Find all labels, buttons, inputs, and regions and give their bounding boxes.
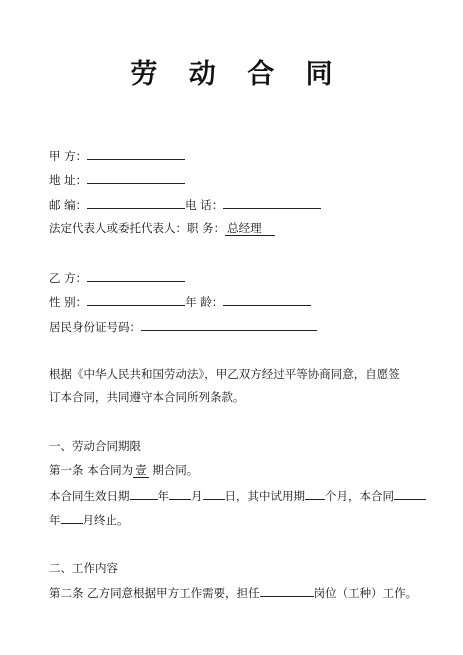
probation-months-blank[interactable]: [305, 486, 325, 500]
article1-term-value[interactable]: 壹: [135, 463, 147, 477]
end-month-blank[interactable]: [61, 510, 83, 524]
party-b-id-blank[interactable]: [141, 317, 317, 331]
party-a-address-label: 地 址：: [49, 173, 88, 187]
party-b-gender-blank[interactable]: [87, 292, 185, 306]
start-year-blank[interactable]: [130, 486, 158, 500]
party-a-postcode-label: 邮 编：: [49, 198, 88, 212]
article1-prefix: 第一条 本合同为: [49, 463, 134, 477]
end-date-row: [49, 510, 129, 529]
party-b-id-label: 居民身份证号码：: [49, 320, 141, 334]
section2-heading: 二、工作内容: [49, 561, 118, 575]
party-a-name-label: 甲 方：: [49, 149, 88, 163]
article1-row: [49, 461, 198, 479]
end-year-blank[interactable]: [394, 486, 426, 500]
party-b-gender-label: 性 别：: [49, 295, 88, 309]
party-a-phone-blank[interactable]: [223, 195, 321, 209]
party-a-name-blank[interactable]: [87, 146, 185, 160]
party-b-age-label: 年 龄：: [185, 295, 224, 309]
party-a-rep-label: 法定代表人或委托代表人：职 务：: [49, 221, 226, 235]
party-b-name-label: 乙 方：: [49, 271, 88, 285]
party-b-gender-row: [49, 292, 311, 311]
party-a-name-row: [49, 146, 185, 165]
party-a-address-row: [49, 170, 185, 189]
party-b-name-blank[interactable]: [87, 268, 185, 282]
party-a-postcode-row: [49, 195, 321, 214]
article1-suffix: 期合同。: [148, 463, 199, 477]
article2-row: [49, 583, 417, 602]
year-label-1: 年: [157, 489, 169, 503]
party-b-age-blank[interactable]: [223, 292, 311, 306]
intro-paragraph: 根据《中华人民共和国劳动法》，甲乙双方经过平等协商同意，自愿签订本合同，共同遵守本合同所列条款。: [49, 367, 400, 404]
probation-text: 日，其中试用期: [224, 489, 305, 503]
party-a-position-value[interactable]: 总经理: [225, 221, 274, 236]
year-label-2: 年: [49, 513, 61, 527]
article2-suffix: 岗位（工种）工作。: [313, 586, 418, 600]
month-span-text: 个月，本合同: [325, 489, 394, 503]
end-suffix: 月终止。: [82, 513, 129, 527]
start-month-blank[interactable]: [169, 486, 191, 500]
effective-date-row: [49, 486, 426, 505]
article2-prefix: 第二条 乙方同意根据甲方工作需要，担任: [49, 586, 260, 600]
party-a-postcode-blank[interactable]: [87, 195, 185, 209]
party-a-rep-row: [49, 219, 275, 237]
party-a-phone-label: 电 话：: [185, 198, 224, 212]
party-b-id-row: [49, 317, 317, 336]
section1-heading: 一、劳动合同期限: [49, 439, 141, 453]
effective-prefix: 本合同生效日期: [49, 489, 130, 503]
party-a-address-blank[interactable]: [87, 170, 185, 184]
document-title: 劳 动 合 同: [130, 59, 344, 90]
month-label-1: 月: [191, 489, 203, 503]
party-b-name-row: [49, 268, 185, 287]
start-day-blank[interactable]: [203, 486, 225, 500]
job-position-blank[interactable]: [260, 583, 314, 597]
